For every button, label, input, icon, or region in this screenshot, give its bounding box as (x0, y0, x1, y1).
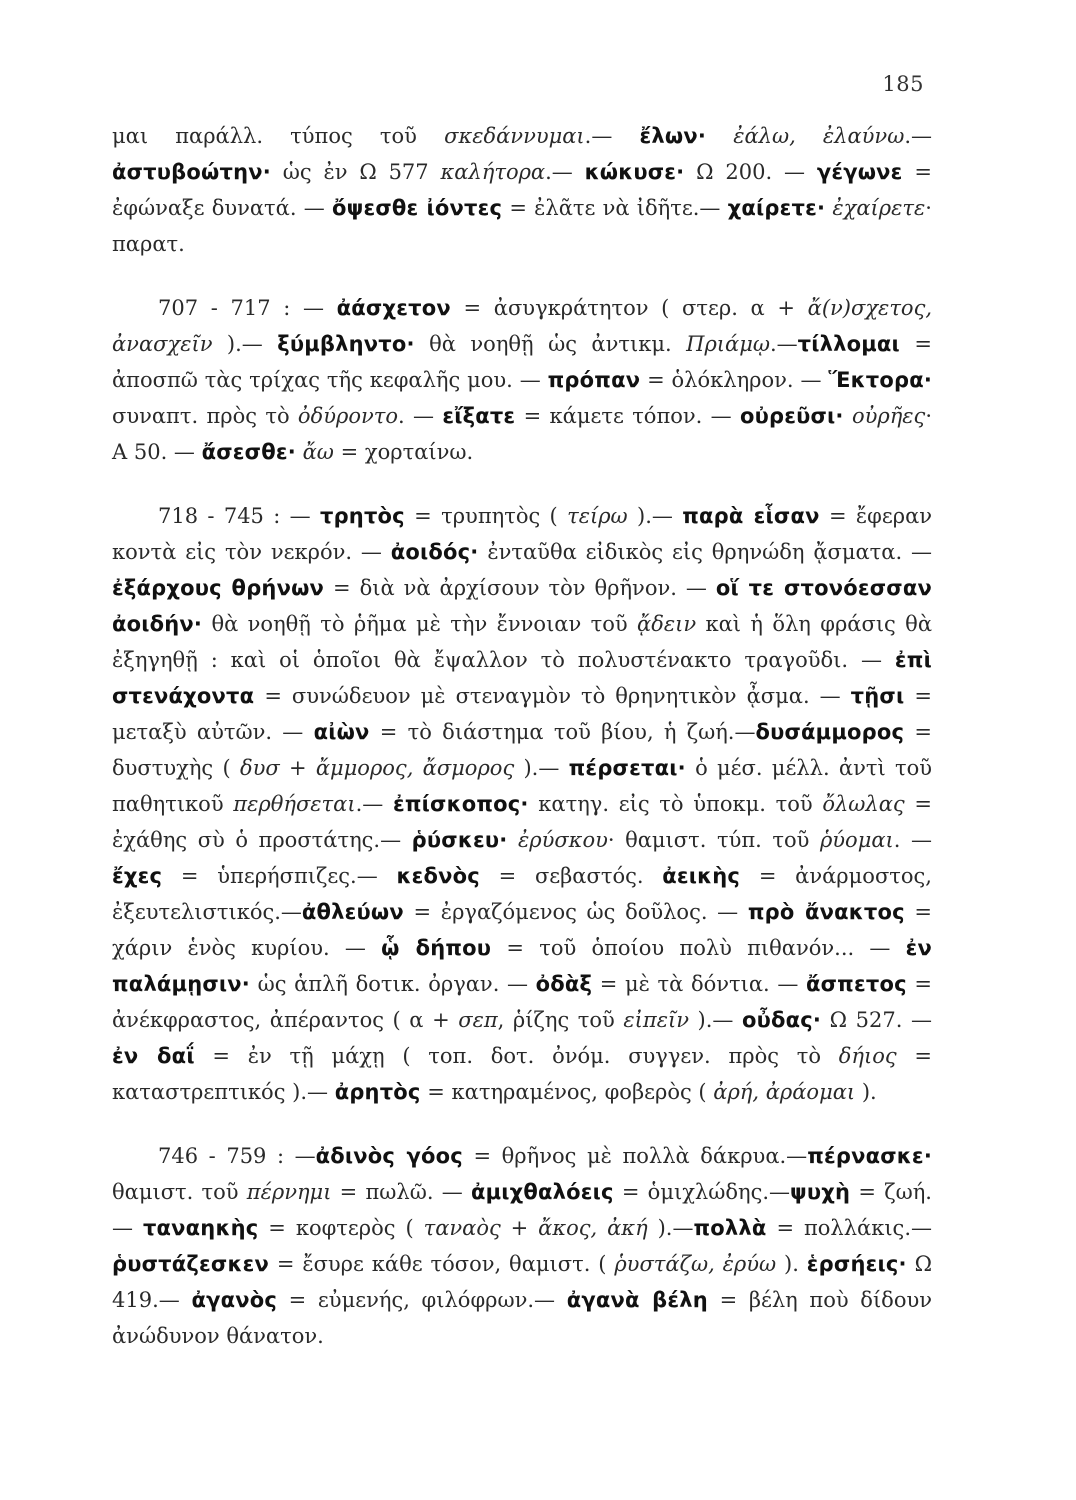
italic-term: περθήσεται (233, 792, 356, 816)
italic-term: ἄ(ν)σχετος, ἀνασχεῖν (112, 296, 933, 356)
gloss-text: = ἀσυγκράτητον ( στερ. α + (450, 296, 808, 320)
headword: τρητὸς (319, 504, 405, 528)
italic-term: ὀδύροντο (297, 404, 398, 428)
headword: χαίρετε· (727, 196, 826, 220)
gloss-text: = πωλῶ. — (331, 1180, 471, 1204)
headword: εἴξατε (442, 404, 516, 428)
italic-term: ἀρή, ἀράομαι (713, 1080, 856, 1104)
gloss-text: συναπτ. πρὸς τὸ (112, 404, 298, 428)
commentary-text (112, 118, 932, 1354)
gloss-text: 707 - 717 : — (158, 296, 337, 320)
headword: ἀρητὸς (334, 1080, 421, 1104)
italic-term: σεπ (458, 1008, 498, 1032)
headword: ταναηκὴς (142, 1216, 259, 1240)
commentary-paragraph (112, 1138, 932, 1354)
gloss-text: κατηγ. εἰς τὸ ὑποκμ. τοῦ (528, 792, 823, 816)
gloss-text: = ἐφώναξε δυνατά. — (112, 160, 933, 220)
gloss-text: = ζωή.— (112, 1180, 932, 1240)
headword: ξύμβληντο· (277, 332, 415, 356)
headword: ὄψεσθε ἰόντες (331, 196, 503, 220)
gloss-text: θὰ νοηθῇ τὸ ῥῆμα μὲ τὴν ἔννοιαν τοῦ (202, 612, 638, 636)
headword: οἵ τε στονόεσσαν ἀοιδήν· (112, 576, 932, 636)
gloss-text: = κάμετε τόπον. — (515, 404, 740, 428)
gloss-text: ).— (627, 504, 683, 528)
italic-term: ἐχαίρετε (832, 196, 926, 220)
italic-term: ῥυστάζω, ἐρύω (614, 1252, 777, 1276)
headword: ῥυστάζεσκεν (112, 1252, 269, 1276)
gloss-text: ὡς ἁπλῆ δοτικ. ὀργαν. — (249, 972, 536, 996)
gloss-text: ).— (212, 332, 278, 356)
gloss-text: = χορταίνω. (333, 440, 474, 464)
gloss-text: = τὸ διάστημα τοῦ βίου, ἡ ζωή.— (369, 720, 756, 744)
gloss-text: Ω 419.— (112, 1252, 932, 1312)
italic-term: ῥύομαι (819, 828, 894, 852)
italic-term: οὐρῆες (851, 404, 926, 428)
gloss-text: θαμιστ. τοῦ (112, 1180, 247, 1204)
headword: πέρσεται· (568, 756, 686, 780)
headword: ἔχες (112, 864, 163, 888)
gloss-text (844, 404, 852, 428)
headword: ἑρσήεις· (806, 1252, 907, 1276)
gloss-text: μαι παράλλ. τύπος τοῦ (112, 124, 445, 148)
gloss-text: = ὁμιχλώδης.— (613, 1180, 791, 1204)
commentary-paragraph (112, 290, 932, 470)
headword: ἀγανὸς (191, 1288, 277, 1312)
headword: ἀστυβοώτην· (112, 160, 271, 184)
gloss-text: καὶ ἡ ὅλη φράσις θὰ ἐξηγηθῇ : καὶ οἱ ὁποῖοι θὰ ἔψαλλον τὸ πολυστένακτο τραγοῦδι. — (112, 612, 933, 672)
headword: ἄσεσθε· (201, 440, 296, 464)
gloss-text: = ὑπερήσπιζες.— (162, 864, 397, 888)
gloss-text (507, 828, 518, 852)
italic-term: πέρνημι (246, 1180, 332, 1204)
headword: αἰὼν (313, 720, 370, 744)
headword: οὖδας· (742, 1008, 822, 1032)
gloss-text: · παρατ. (112, 196, 932, 256)
gloss-text: = μεταξὺ αὐτῶν. — (112, 684, 932, 744)
headword: πρόπαν (547, 368, 641, 392)
gloss-text: ὡς ἐν Ω 577 (270, 160, 441, 184)
headword: παρὰ εἷσαν (682, 504, 820, 528)
gloss-text: = μὲ τὰ δόντια. — (592, 972, 806, 996)
headword: ᾧ δήπου (381, 936, 492, 960)
gloss-text: · θαμιστ. τύπ. τοῦ (607, 828, 820, 852)
headword: ἀοιδός· (390, 540, 479, 564)
headword: ἐν δαΐ (112, 1044, 195, 1068)
italic-term: ταναὸς + ἄκος, ἀκή (423, 1216, 648, 1240)
gloss-text: 746 - 759 : — (158, 1144, 316, 1168)
gloss-text: = κοφτερὸς ( (258, 1216, 424, 1240)
headword: κεδνὸς (396, 864, 480, 888)
italic-term: σκεδάννυμαι (444, 124, 585, 148)
gloss-text: = ἐλᾶτε νὰ ἰδῆτε.— (502, 196, 728, 220)
gloss-text: = συνώδευον μὲ στεναγμὸν τὸ θρηνητικὸν ᾆσμα. — (254, 684, 851, 708)
gloss-text: ).— (688, 1008, 742, 1032)
headword: ψυχὴ (790, 1180, 851, 1204)
headword: ἐν παλάμῃσιν· (112, 936, 933, 996)
headword: Ἕκτορα· (828, 368, 932, 392)
italic-term: Πριάμῳ (686, 332, 770, 356)
italic-term: ὄλωλας (822, 792, 905, 816)
headword: πρὸ ἄνακτος (747, 900, 905, 924)
headword: οὐρεῦσι· (739, 404, 844, 428)
headword: ὀδὰξ (535, 972, 593, 996)
gloss-text: = κατηραμένος, φοβερὸς ( (420, 1080, 714, 1104)
gloss-text: = βέλη ποὺ δίδουν ἀνώδυνον θάνατον. (112, 1288, 933, 1348)
gloss-text: 718 - 745 : — (158, 504, 320, 528)
gloss-text: ὁ μέσ. μέλλ. ἀντὶ τοῦ παθητικοῦ (112, 756, 932, 816)
commentary-paragraph (112, 118, 932, 262)
gloss-text: .— (904, 124, 933, 148)
gloss-text: = τοῦ ὁποίου πολὺ πιθανόν... — (491, 936, 906, 960)
gloss-text (706, 124, 733, 148)
headword: ῥύσκευ· (411, 828, 508, 852)
headword: πολλὰ (693, 1216, 767, 1240)
headword: ἀγανὰ βέλη (566, 1288, 708, 1312)
headword: γέγωνε (816, 160, 903, 184)
italic-term: καλήτορα (440, 160, 546, 184)
gloss-text: .— (769, 332, 798, 356)
gloss-text: ). (776, 1252, 807, 1276)
gloss-text: = ὁλόκληρον. — (640, 368, 829, 392)
italic-term: ᾄδειν (637, 612, 697, 636)
gloss-text: .— (545, 160, 585, 184)
gloss-text: = ἔσυρε κάθε τόσον, θαμιστ. ( (268, 1252, 615, 1276)
gloss-text: = εὐμενής, φιλόφρων.— (276, 1288, 567, 1312)
gloss-text: Ω 200. — (684, 160, 817, 184)
gloss-text: ).— (514, 756, 569, 780)
italic-term: δυσ + ἄμμορος, ἄσμορος (239, 756, 515, 780)
gloss-text: = διὰ νὰ ἀρχίσουν τὸν θρῆνον. — (324, 576, 716, 600)
gloss-text: · Α 50. — (112, 404, 933, 464)
italic-term: τείρω (567, 504, 628, 528)
headword: κώκυσε· (584, 160, 685, 184)
gloss-text: = θρῆνος μὲ πολλὰ δάκρυα.— (462, 1144, 808, 1168)
gloss-text: = καταστρεπτικός ).— (112, 1044, 932, 1104)
gloss-text: = ἐν τῇ μάχῃ ( τοπ. δοτ. ὀνόμ. συγγεν. πρὸς τὸ (194, 1044, 839, 1068)
gloss-text: = τρυπητὸς ( (404, 504, 568, 528)
headword: ἀεικὴς (662, 864, 741, 888)
gloss-text: ).— (647, 1216, 694, 1240)
gloss-text: = ἀνάρμοστος, ἐξευτελιστικός.— (112, 864, 932, 924)
headword: ἀθλεύων (301, 900, 404, 924)
headword: τίλλομαι (797, 332, 900, 356)
headword: ἐπὶ στενάχοντα (112, 648, 932, 708)
page-number: 185 (882, 72, 924, 96)
gloss-text: = ἀποσπῶ τὰς τρίχας τῆς κεφαλῆς μου. — (112, 332, 932, 392)
gloss-text: .— (355, 792, 393, 816)
commentary-paragraph (112, 498, 932, 1110)
italic-term: δήιος (838, 1044, 897, 1068)
gloss-text: ἐνταῦθα εἰδικὸς εἰς θρηνώδη ᾄσματα. — (478, 540, 933, 564)
headword: ἄσπετος (806, 972, 907, 996)
headword: ἀμιχθαλόεις (470, 1180, 614, 1204)
gloss-text: = ἐργαζόμενος ὡς δοῦλος. — (403, 900, 748, 924)
headword: ἐπίσκοπος· (392, 792, 529, 816)
gloss-text: . — (893, 828, 932, 852)
gloss-text: Ω 527. — (821, 1008, 932, 1032)
gloss-text: . — (398, 404, 443, 428)
italic-term: ἐάλω, ἐλαύνω (733, 124, 905, 148)
gloss-text: = ἐχάθης σὺ ὁ προστάτης.— (112, 792, 932, 852)
headword: δυσάμμορος (755, 720, 905, 744)
italic-term: ἄω (302, 440, 334, 464)
gloss-text: ). (855, 1080, 877, 1104)
gloss-text: , ῥίζης τοῦ (497, 1008, 624, 1032)
gloss-text (296, 440, 303, 464)
gloss-text: .— (584, 124, 640, 148)
gloss-text: θὰ νοηθῇ ὡς ἀντικμ. (414, 332, 687, 356)
headword: ἐξάρχους θρήνων (112, 576, 325, 600)
gloss-text: = ἀνέκφραστος, ἀπέραντος ( α + (112, 972, 932, 1032)
gloss-text: = ἔφεραν κοντὰ εἰς τὸν νεκρόν. — (112, 504, 933, 564)
gloss-text: = χάριν ἑνὸς κυρίου. — (112, 900, 932, 960)
gloss-text: = σεβαστός. (479, 864, 663, 888)
headword: ἔλων· (639, 124, 707, 148)
headword: τῇσι (850, 684, 905, 708)
italic-term: ἐρύσκου (517, 828, 608, 852)
italic-term: εἰπεῖν (623, 1008, 689, 1032)
gloss-text: = πολλάκις.— (766, 1216, 932, 1240)
headword: ἀάσχετον (336, 296, 451, 320)
gloss-text: = δυστυχὴς ( (112, 720, 932, 780)
headword: ἀδινὸς γόος (315, 1144, 463, 1168)
headword: πέρνασκε· (807, 1144, 932, 1168)
